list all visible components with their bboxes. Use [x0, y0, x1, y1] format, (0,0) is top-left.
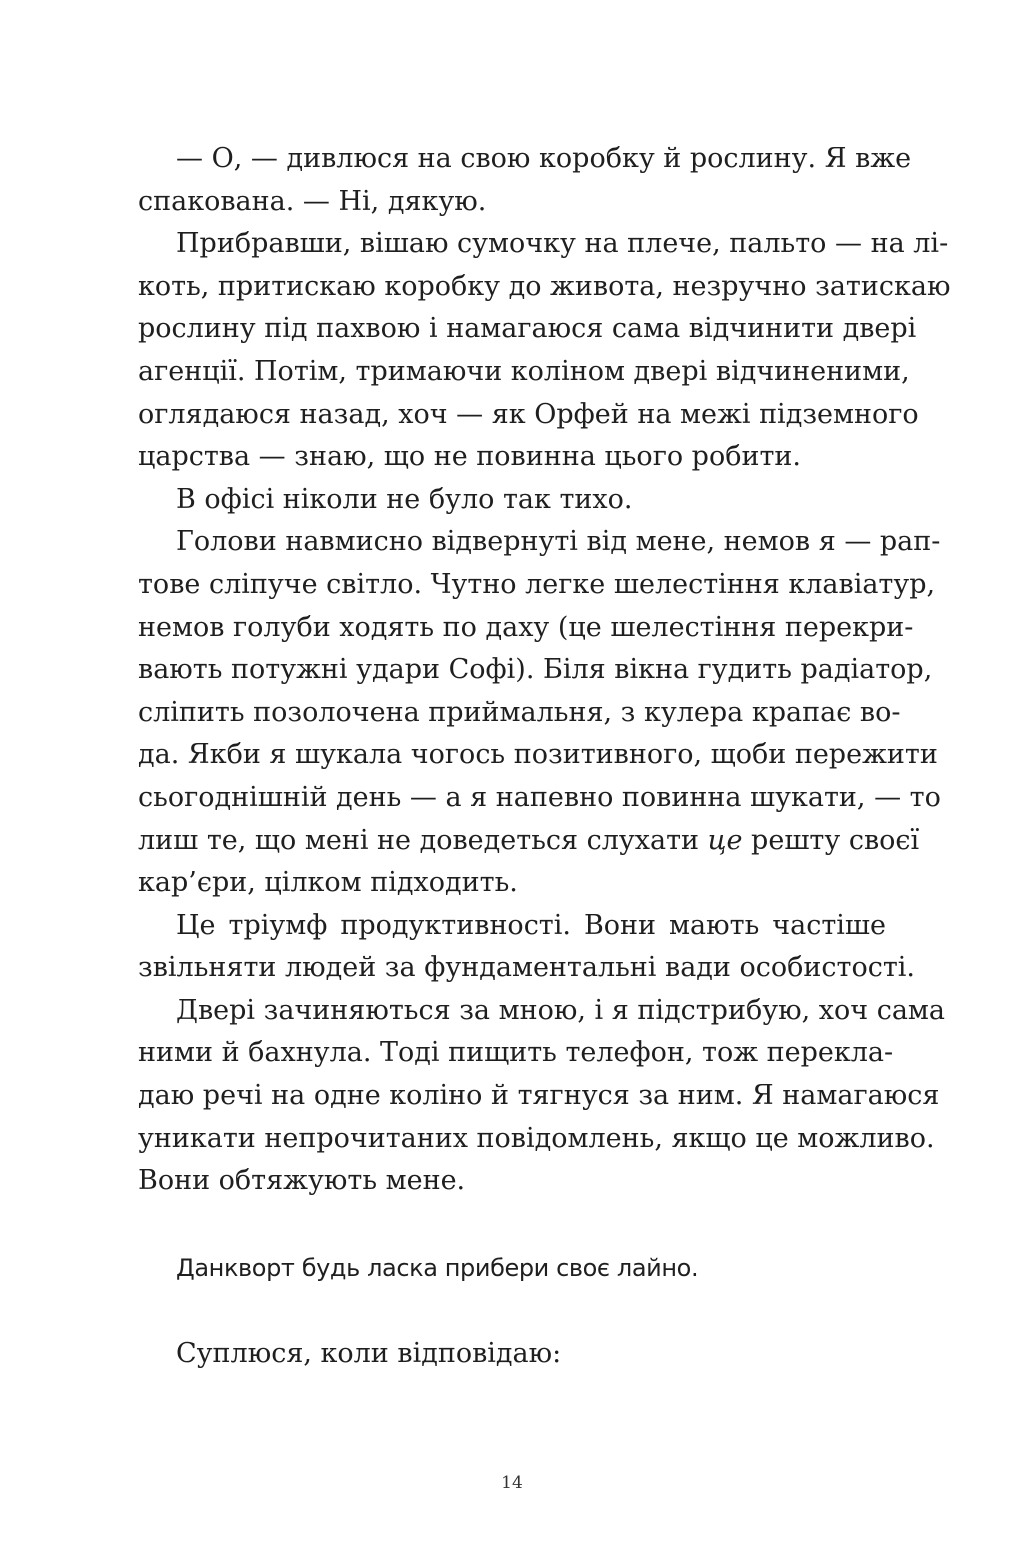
- text-message: Данкворт будь ласка прибери своє лайно.: [176, 1254, 699, 1282]
- text-line: да. Якби я шукала чогось позитивного, щоби пережити: [138, 739, 938, 771]
- text-line: ними й бахнула. Тоді пищить телефон, тож перекла-: [138, 1037, 894, 1069]
- text-line: сліпить позолочена приймальня, з кулера крапає во-: [138, 696, 901, 728]
- text-line: сьогоднішній день — а я напевно повинна шукати, — то: [138, 781, 941, 813]
- text-line: Вони обтяжують мене.: [138, 1165, 466, 1197]
- text-line: В офісі ніколи не було так тихо.: [176, 483, 633, 515]
- text-line: рослину під пахвою і намагаюся сама відчинити двері: [138, 313, 917, 345]
- text-line: — О, — дивлюся на свою коробку й рослину. Я вже: [176, 143, 912, 174]
- text-line: коть, притискаю коробку до живота, незручно затискаю: [138, 270, 951, 302]
- text-line: оглядаюся назад, хоч — як Орфей на межі підземного: [138, 398, 919, 430]
- text-line: звільняти людей за фундаментальні вади особистості.: [138, 952, 915, 984]
- text-line: немов голуби ходять по даху (це шелестіння перекри-: [138, 611, 914, 643]
- text-line: царства — знаю, що не повинна цього робити.: [138, 441, 801, 473]
- text-fragment: лиш те, що мені не доведеться слухати: [138, 824, 708, 856]
- text-line: Голови навмисно відвернуті від мене, немов я — рап-: [176, 526, 941, 558]
- text-line: Це тріумф продуктивності. Вони мають частіше: [176, 909, 886, 941]
- text-line: кар’єри, цілком підходить.: [138, 867, 518, 899]
- text-line: агенції. Потім, тримаючи коліном двері відчиненими,: [138, 355, 910, 387]
- text-line: вають потужні удари Софі). Біля вікна гудить радіатор,: [138, 654, 933, 686]
- text-line: тове сліпуче світло. Чутно легке шелестіння клавіатур,: [138, 568, 936, 600]
- text-fragment: решту своєї: [742, 824, 920, 856]
- page-number: 14: [501, 1473, 523, 1493]
- text-line: Прибравши, вішаю сумочку на плече, пальто — на лі-: [176, 228, 949, 260]
- italic-word: це: [707, 824, 743, 856]
- reply-line: Суплюся, коли відповідаю:: [176, 1338, 562, 1369]
- text-line: спакована. — Ні, дякую.: [138, 185, 487, 217]
- text-line-with-italic: [138, 820, 920, 863]
- text-line: даю речі на одне коліно й тягнуся за ним. Я намагаюся: [138, 1080, 940, 1112]
- body-text: [138, 138, 951, 1203]
- text-line: Двері зачиняються за мною, і я підстрибую, хоч сама: [176, 994, 946, 1026]
- text-line: уникати непрочитаних повідомлень, якщо це можливо.: [138, 1122, 935, 1154]
